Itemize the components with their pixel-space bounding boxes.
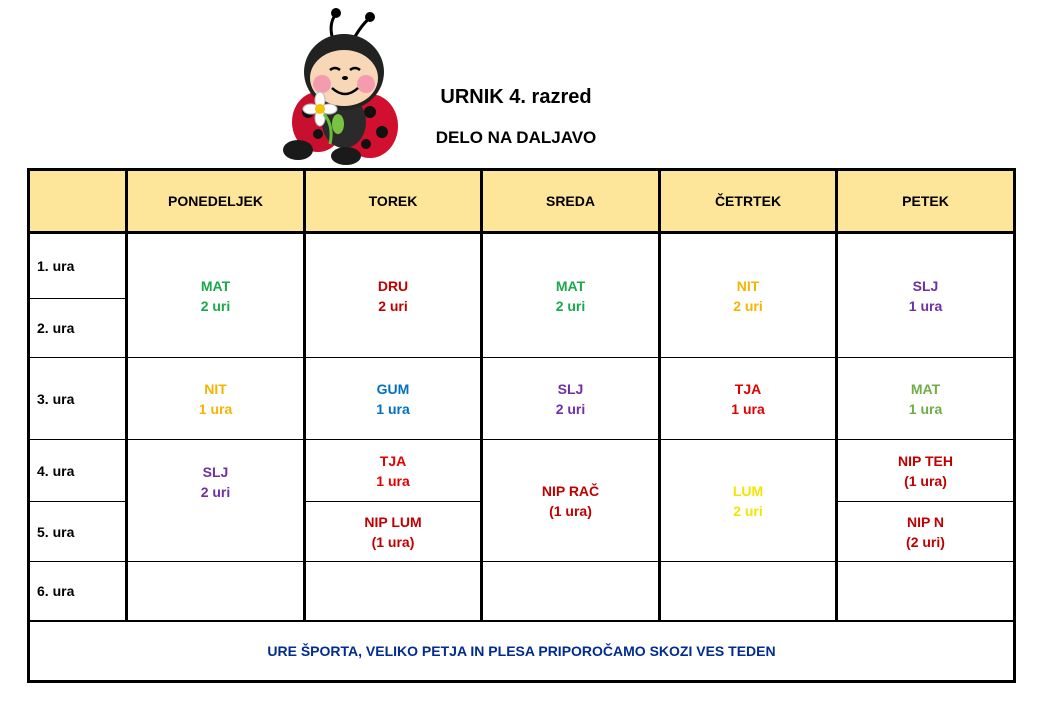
lesson-subject: MAT	[555, 277, 586, 294]
lesson-subject: NIP N	[906, 513, 945, 530]
lesson-hours: 2 uri	[200, 297, 231, 314]
page-subtitle: DELO NA DALJAVO	[435, 128, 597, 147]
lesson-hours: (1 ura)	[549, 502, 592, 519]
lesson-cell	[838, 234, 1013, 357]
lesson-subject: NIP RAČ	[541, 482, 600, 499]
lesson-hours: 1 ura	[908, 297, 943, 314]
lesson-subject: DRU	[377, 277, 409, 294]
period-label: 6. ura	[37, 583, 75, 599]
day-header-friday: PETEK	[902, 193, 949, 209]
lesson-cell	[661, 440, 835, 561]
lesson-cell	[838, 358, 1013, 439]
lesson-cell	[128, 440, 303, 524]
lesson-hours: (2 uri)	[906, 533, 945, 550]
period-label: 1. ura	[37, 258, 75, 274]
lesson-cell	[128, 234, 303, 357]
lesson-cell	[483, 234, 658, 357]
lesson-hours: (1 ura)	[371, 533, 415, 550]
lesson-subject: MAT	[910, 380, 941, 397]
period-label: 5. ura	[37, 523, 75, 540]
footer-note: URE ŠPORTA, VELIKO PETJA IN PLESA PRIPOROČAMO SKOZI VES TEDEN	[267, 643, 776, 659]
period-label: 4. ura	[37, 462, 75, 479]
lesson-cell	[838, 440, 1013, 501]
lesson-subject: MAT	[200, 277, 231, 294]
lesson-cell	[128, 358, 303, 439]
lesson-subject: NIT	[204, 380, 227, 397]
lesson-cell	[306, 234, 480, 357]
lesson-hours: 1 ura	[376, 472, 410, 489]
lesson-subject: SLJ	[912, 277, 939, 294]
day-header-tuesday: TOREK	[368, 193, 418, 209]
lesson-hours: 2 uri	[200, 484, 231, 500]
lesson-subject: TJA	[734, 380, 762, 397]
lesson-subject: NIP LUM	[364, 513, 422, 530]
lesson-subject: SLJ	[202, 464, 229, 480]
lesson-cell	[483, 358, 658, 439]
schedule-table	[27, 168, 1016, 683]
lesson-cell	[661, 358, 835, 439]
lesson-hours: 1 ura	[731, 400, 765, 417]
lesson-hours: 2 uri	[555, 400, 586, 417]
ladybug-icon	[278, 4, 402, 166]
lesson-subject: GUM	[376, 380, 410, 397]
lesson-hours: 2 uri	[733, 297, 763, 314]
lesson-hours: (1 ura)	[904, 472, 947, 489]
lesson-hours: 1 ura	[376, 400, 410, 417]
lesson-subject: TJA	[379, 452, 407, 469]
lesson-cell	[306, 502, 480, 561]
day-header-thursday: ČETRTEK	[714, 193, 782, 209]
lesson-cell	[661, 234, 835, 357]
lesson-hours: 2 uri	[555, 297, 586, 314]
lesson-subject: LUM	[732, 482, 764, 499]
lesson-cell	[306, 440, 480, 501]
lesson-hours: 1 ura	[908, 400, 943, 417]
lesson-cell	[306, 358, 480, 439]
lesson-cell	[838, 502, 1013, 561]
lesson-cell	[483, 440, 658, 561]
day-header-wednesday: SREDA	[545, 193, 595, 209]
lesson-hours: 2 uri	[733, 502, 763, 519]
lesson-subject: NIT	[736, 277, 760, 294]
lesson-subject: SLJ	[557, 380, 584, 397]
lesson-hours: 2 uri	[378, 297, 408, 314]
lesson-subject: NIP TEH	[898, 452, 953, 469]
day-header-monday: PONEDELJEK	[168, 193, 263, 209]
period-label: 2. ura	[37, 320, 75, 336]
period-label: 3. ura	[37, 390, 75, 407]
lesson-hours: 1 ura	[198, 400, 233, 417]
page-title: URNIK 4. razred	[440, 86, 592, 108]
